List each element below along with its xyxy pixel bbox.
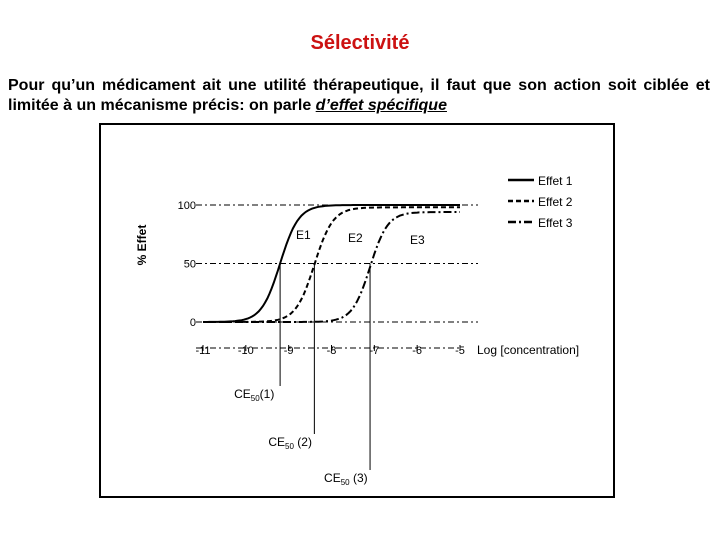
y-axis-label: % Effet [135,224,149,266]
curve-label: E3 [410,233,425,247]
x-tick-label: -9 [283,345,294,357]
y-tick-label: 100 [177,200,196,212]
paragraph-main-text: Pour qu’un médicament ait une utilité thérapeutique, il faut que son action soit ciblée et limitée à un mécanisme précis: on parle [8,77,710,114]
ec50-label: $CE_{50}$ (2) [268,435,312,451]
x-tick-label: -8 [326,345,337,357]
curve-3 [203,212,460,322]
x-tick-label: -7 [369,345,380,357]
y-tick-label: 0 [189,317,196,329]
legend-label: Effet 2 [538,195,573,209]
x-tick-label: -6 [412,345,423,357]
y-tick-label: 50 [183,258,196,271]
curve-2 [203,207,460,322]
curve-label: E1 [296,228,311,242]
legend-label: Effet 3 [538,216,573,230]
ec50-label: $CE_{50}(1)$ [234,387,275,403]
x-axis-label: Log [concentration] [477,343,580,357]
x-tick-label: -5 [455,345,465,357]
paragraph-emphasis-text: d’effet spécifique [315,97,447,114]
legend-label: Effet 1 [538,174,573,188]
slide-title: Sélectivité [310,32,410,54]
ec50-label: $CE_{50}$ (3) [324,471,368,487]
x-tick-label: -10 [237,345,254,357]
x-tick-label: -11 [195,345,211,357]
curve-label: E2 [348,231,363,245]
